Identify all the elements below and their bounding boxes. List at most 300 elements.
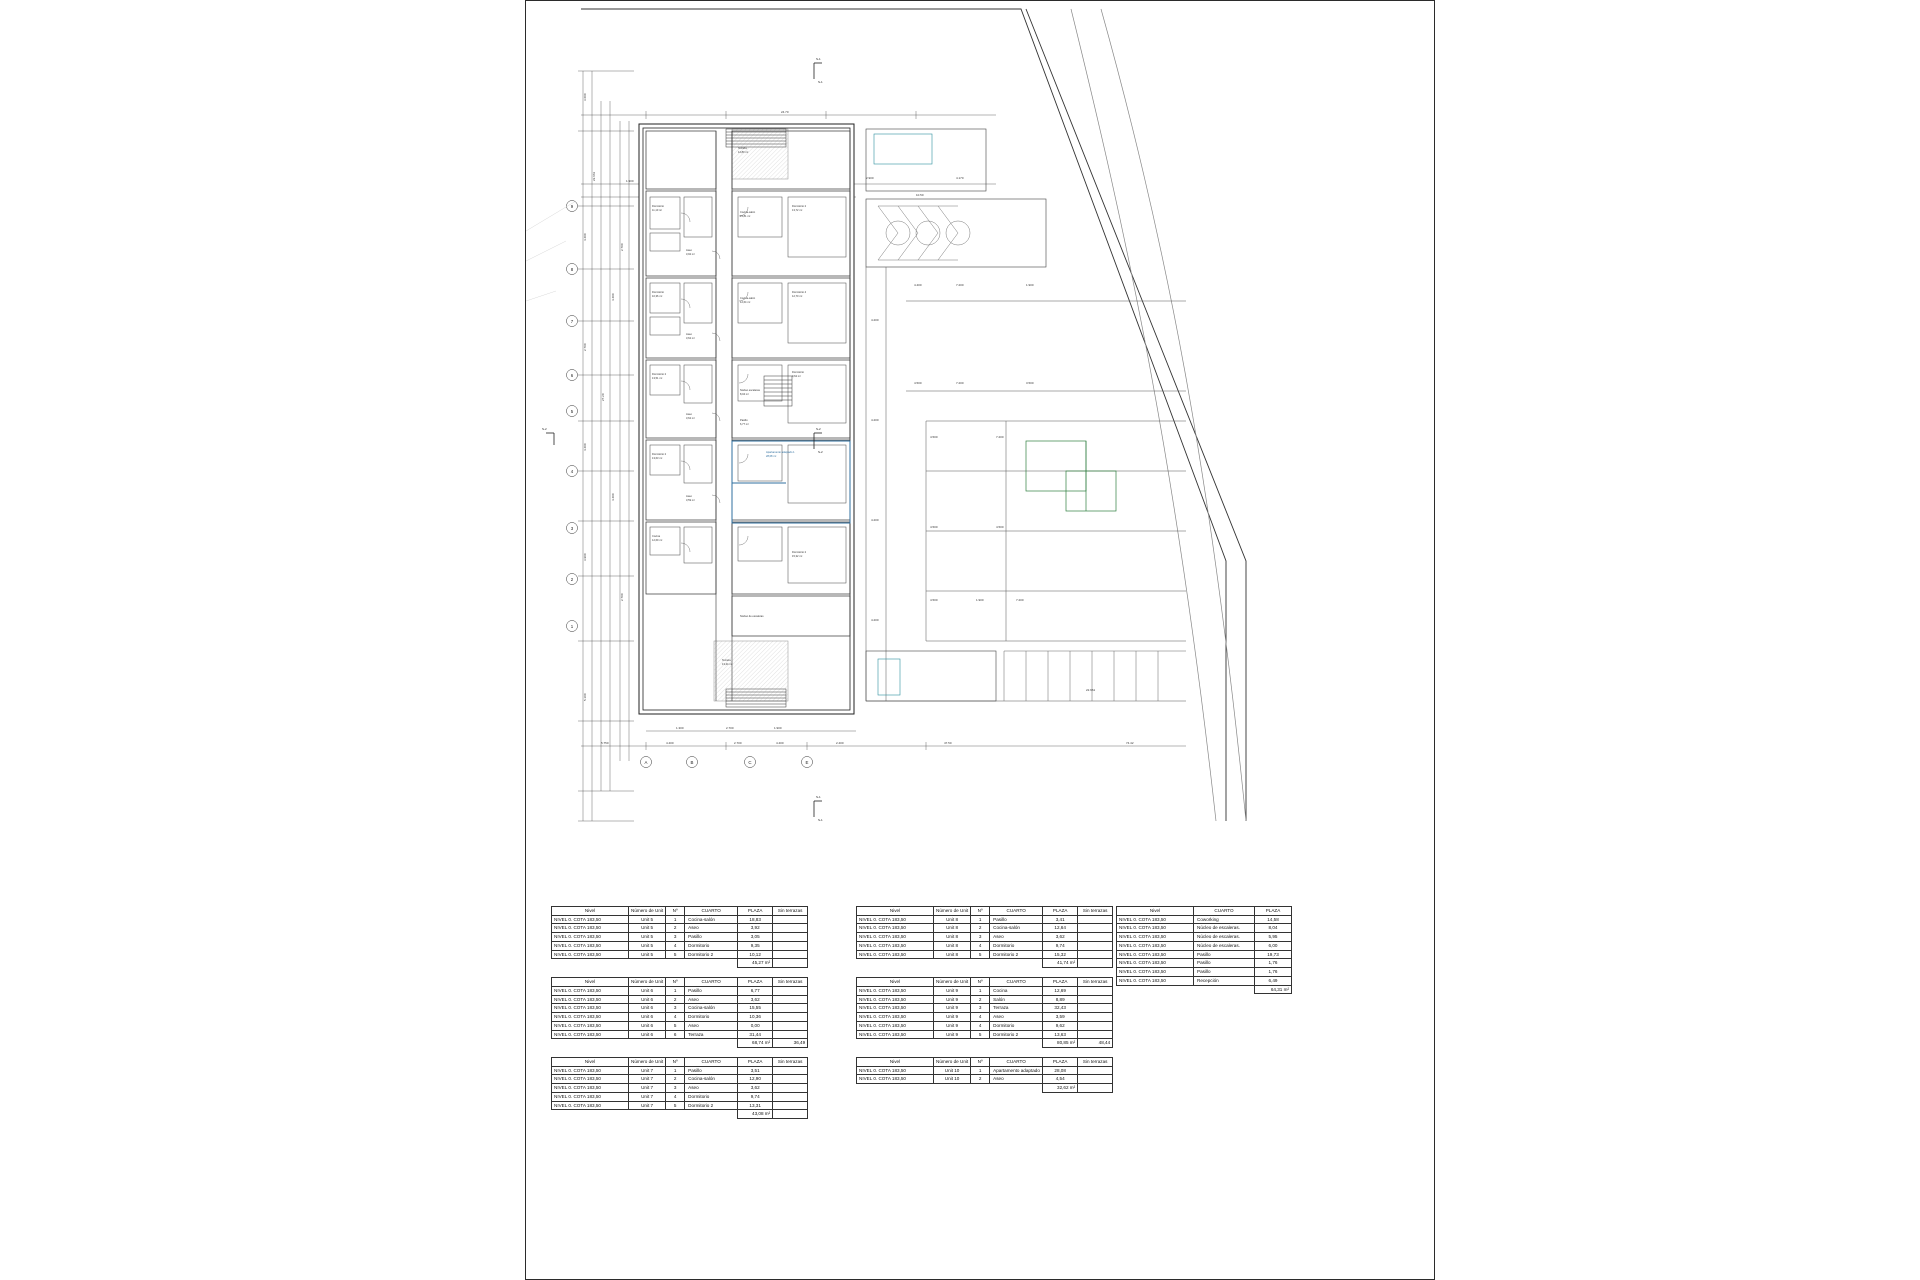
total-sin: 36,49: [773, 1039, 808, 1048]
table-row: [552, 924, 808, 933]
svg-text:4.500: 4.500: [930, 435, 938, 439]
th-nivel: Nivel: [552, 907, 629, 916]
table-row: [1117, 976, 1292, 985]
table-row: [552, 1075, 808, 1084]
svg-text:4.500: 4.500: [930, 598, 938, 602]
svg-text:4.200: 4.200: [871, 418, 879, 422]
total-plaza: 45,27 m²: [738, 959, 773, 968]
cell-nivel: NIVEL 0. COTA 183,50: [1117, 915, 1194, 924]
svg-text:Pasillo: Pasillo: [740, 419, 748, 422]
table-row: [857, 1021, 1113, 1030]
cell-plaza: 3,62: [738, 995, 773, 1004]
table-row: [552, 915, 808, 924]
cell-unit: Unit 6: [629, 1021, 666, 1030]
cell-room: Terraza: [990, 1004, 1043, 1013]
cell-room: Aseo: [990, 1075, 1043, 1084]
svg-text:4.200: 4.200: [871, 518, 879, 522]
cell-sin: [1078, 995, 1113, 1004]
svg-text:Aseo: Aseo: [686, 495, 692, 498]
svg-text:Núcleo escaleras: Núcleo escaleras: [740, 389, 760, 392]
svg-text:22.661: 22.661: [592, 171, 596, 181]
cell-unit: Unit 8: [934, 950, 971, 959]
cell-num: 4: [666, 1092, 685, 1101]
th-unit: Número de Unit: [934, 978, 971, 987]
cell-nivel: NIVEL 0. COTA 183,50: [552, 1021, 629, 1030]
svg-text:12,64 m²: 12,64 m²: [740, 301, 751, 304]
svg-text:3: 3: [570, 526, 574, 531]
cell-num: 3: [971, 1004, 990, 1013]
cell-unit: Unit 8: [934, 941, 971, 950]
th-cuarto: CUARTO: [1194, 907, 1255, 916]
total-sin: [773, 959, 808, 968]
svg-text:Aseo: Aseo: [686, 333, 692, 336]
cell-plaza: 8,89: [1043, 995, 1078, 1004]
cell-num: 1: [666, 915, 685, 924]
svg-text:10.50: 10.50: [916, 193, 924, 197]
th-cuarto: CUARTO: [990, 1058, 1043, 1067]
cell-plaza: 8,04: [1255, 924, 1292, 933]
cell-nivel: NIVEL 0. COTA 183,50: [1117, 950, 1194, 959]
table-column-left: [551, 906, 808, 1119]
table-row: [857, 1013, 1113, 1022]
cell-room: Pasillo: [1194, 968, 1255, 977]
svg-text:1.900: 1.900: [774, 726, 782, 730]
table-total-row: [1117, 985, 1292, 994]
cell-nivel: NIVEL 0. COTA 183,50: [857, 933, 934, 942]
total-sin: [1078, 1084, 1113, 1093]
svg-text:Dormitorio: Dormitorio: [652, 291, 664, 294]
th-cuarto: CUARTO: [685, 978, 738, 987]
svg-text:6: 6: [570, 373, 574, 378]
svg-text:Dormitorio 4: Dormitorio 4: [792, 291, 807, 294]
cell-room: Cocina-salón: [685, 915, 738, 924]
cell-plaza: 3,92: [738, 924, 773, 933]
total-sin: 48,44: [1078, 1039, 1113, 1048]
cell-plaza: 6,00: [1255, 941, 1292, 950]
cell-nivel: NIVEL 0. COTA 183,50: [552, 995, 629, 1004]
cell-num: 5: [971, 1030, 990, 1039]
table-row: [857, 986, 1113, 995]
svg-text:3.600: 3.600: [583, 93, 587, 101]
th-plaza: PLAZA: [1255, 907, 1292, 916]
cell-unit: Unit 7: [629, 1066, 666, 1075]
cell-num: 2: [666, 995, 685, 1004]
table-row: [857, 1075, 1113, 1084]
cell-num: 3: [971, 933, 990, 942]
cell-num: 5: [666, 950, 685, 959]
cell-unit: Unit 5: [629, 941, 666, 950]
table-header-row: [857, 907, 1113, 916]
table-total-row: [857, 1084, 1113, 1093]
table-row: [857, 941, 1113, 950]
cell-nivel: NIVEL 0. COTA 183,50: [552, 915, 629, 924]
svg-text:47.50: 47.50: [944, 741, 952, 745]
svg-text:2.400: 2.400: [836, 741, 844, 745]
svg-text:3,59 m²: 3,59 m²: [686, 499, 695, 502]
svg-text:Dormitorio: Dormitorio: [792, 371, 804, 374]
table-total-row: [857, 959, 1113, 968]
svg-text:15,81 m²: 15,81 m²: [740, 215, 751, 218]
total-plaza: 43,08 m²: [738, 1110, 773, 1119]
cell-room: Dormitorio 2: [685, 950, 738, 959]
total-plaza: 32,62 m²: [1043, 1084, 1078, 1093]
th-sin-terrazas: Sin terrazas: [1078, 978, 1113, 987]
cell-unit: Unit 7: [629, 1075, 666, 1084]
table-unit-5: [551, 906, 808, 968]
table-row: [552, 933, 808, 942]
cell-sin: [773, 1101, 808, 1110]
table-total-row: [552, 1110, 808, 1119]
cell-unit: Unit 6: [629, 1004, 666, 1013]
svg-text:13,72 m²: 13,72 m²: [792, 209, 803, 212]
th-unit: Número de Unit: [629, 978, 666, 987]
cell-num: 5: [666, 1021, 685, 1030]
svg-text:4.400: 4.400: [583, 443, 587, 451]
cell-plaza: 5,95: [1255, 933, 1292, 942]
cell-room: Aseo: [990, 1013, 1043, 1022]
table-row: [552, 1066, 808, 1075]
th-nivel: Nivel: [857, 1058, 934, 1067]
cell-sin: [1078, 950, 1113, 959]
cell-sin: [773, 1092, 808, 1101]
cell-unit: Unit 6: [629, 1030, 666, 1039]
cell-sin: [1078, 933, 1113, 942]
cell-room: Aseo: [685, 1084, 738, 1093]
th-nivel: Nivel: [857, 978, 934, 987]
cell-unit: Unit 6: [629, 986, 666, 995]
svg-text:Cocina-salón: Cocina-salón: [740, 297, 756, 300]
cell-nivel: NIVEL 0. COTA 183,50: [857, 1030, 934, 1039]
cell-nivel: NIVEL 0. COTA 183,50: [857, 1075, 934, 1084]
cell-plaza: 6,77: [738, 986, 773, 995]
cell-unit: Unit 5: [629, 915, 666, 924]
cell-plaza: 31,44: [738, 1030, 773, 1039]
table-header-row: [552, 907, 808, 916]
svg-text:Aseo: Aseo: [686, 249, 692, 252]
table-row: [552, 1021, 808, 1030]
cell-room: Dormitorio 2: [990, 950, 1043, 959]
drawing-sheet: [525, 0, 1435, 1280]
svg-text:Aseo: Aseo: [686, 413, 692, 416]
cell-num: 4: [971, 1021, 990, 1030]
th-plaza: PLAZA: [1043, 1058, 1078, 1067]
table-row: [857, 915, 1113, 924]
th-plaza: PLAZA: [738, 907, 773, 916]
table-row: [552, 1084, 808, 1093]
table-row: [552, 941, 808, 950]
cell-unit: Unit 10: [934, 1075, 971, 1084]
svg-text:4.500: 4.500: [996, 525, 1004, 529]
cell-unit: Unit 9: [934, 995, 971, 1004]
svg-text:27.20: 27.20: [601, 393, 605, 401]
table-row: [552, 986, 808, 995]
table-row: [857, 1030, 1113, 1039]
cell-plaza: 3,59: [1043, 1013, 1078, 1022]
cell-nivel: NIVEL 0. COTA 183,50: [1117, 959, 1194, 968]
svg-text:7.200: 7.200: [956, 381, 964, 385]
svg-text:Dormitorio 2: Dormitorio 2: [652, 453, 667, 456]
table-row: [552, 1013, 808, 1022]
svg-text:Cocina-salón: Cocina-salón: [740, 211, 756, 214]
total-sin: [773, 1110, 808, 1119]
svg-text:Cocina: Cocina: [652, 535, 661, 538]
svg-text:A: A: [644, 760, 648, 765]
cell-unit: Unit 8: [934, 933, 971, 942]
cell-num: 1: [666, 986, 685, 995]
cell-plaza: 10,36: [738, 1013, 773, 1022]
cell-plaza: 13,31: [738, 1101, 773, 1110]
table-total-row: [857, 1039, 1113, 1048]
table-row: [1117, 915, 1292, 924]
table-row: [857, 950, 1113, 959]
svg-text:Dormitorio 2: Dormitorio 2: [792, 551, 807, 554]
cell-num: 2: [666, 1075, 685, 1084]
table-row: [857, 924, 1113, 933]
cell-nivel: NIVEL 0. COTA 183,50: [857, 986, 934, 995]
cell-room: Pasillo: [990, 915, 1043, 924]
th-sin-terrazas: Sin terrazas: [1078, 1058, 1113, 1067]
cell-nivel: NIVEL 0. COTA 183,50: [1117, 976, 1194, 985]
table-total-row: [552, 959, 808, 968]
cell-plaza: 19,73: [1255, 950, 1292, 959]
cell-sin: [1078, 1013, 1113, 1022]
svg-text:4.400: 4.400: [666, 741, 674, 745]
svg-text:15,32 m²: 15,32 m²: [792, 555, 803, 558]
svg-text:4.400: 4.400: [914, 283, 922, 287]
svg-text:S-1: S-1: [818, 80, 823, 84]
svg-text:2.700: 2.700: [620, 593, 624, 601]
cell-nivel: NIVEL 0. COTA 183,50: [552, 986, 629, 995]
table-unit-8: [856, 906, 1113, 968]
svg-text:4.500: 4.500: [930, 525, 938, 529]
svg-text:4: 4: [570, 469, 574, 474]
svg-text:C: C: [748, 760, 752, 765]
cell-room: Dormitorio 2: [990, 1030, 1043, 1039]
table-column-right: [1116, 906, 1292, 994]
cell-plaza: 9,74: [738, 1092, 773, 1101]
cell-unit: Unit 7: [629, 1092, 666, 1101]
table-row: [857, 995, 1113, 1004]
svg-text:1.300: 1.300: [676, 726, 684, 730]
svg-text:9: 9: [570, 204, 574, 209]
cell-plaza: 9,74: [1043, 941, 1078, 950]
cell-num: 5: [971, 950, 990, 959]
cell-plaza: 14,58: [1255, 915, 1292, 924]
cell-nivel: NIVEL 0. COTA 183,50: [552, 1030, 629, 1039]
cell-num: 4: [666, 1013, 685, 1022]
svg-text:3,92 m²: 3,92 m²: [686, 253, 695, 256]
svg-text:Terraza: Terraza: [738, 147, 747, 150]
svg-text:B: B: [690, 760, 694, 765]
svg-text:Dormitorio: Dormitorio: [652, 205, 664, 208]
table-row: [552, 1030, 808, 1039]
cell-room: Pasillo: [685, 986, 738, 995]
cell-num: 2: [971, 924, 990, 933]
svg-text:4.200: 4.200: [871, 318, 879, 322]
cell-sin: [1078, 1066, 1113, 1075]
svg-text:3.500: 3.500: [1026, 381, 1034, 385]
cell-num: 2: [971, 1075, 990, 1084]
cell-plaza: 3,51: [738, 1066, 773, 1075]
svg-text:1.900: 1.900: [626, 179, 634, 183]
cell-unit: Unit 9: [934, 1004, 971, 1013]
th-cuarto: CUARTO: [990, 978, 1043, 987]
svg-text:Terraza: Terraza: [722, 659, 731, 662]
th-sin-terrazas: Sin terrazas: [773, 1058, 808, 1067]
cell-plaza: 3,62: [1043, 933, 1078, 942]
th-nivel: Nivel: [1117, 907, 1194, 916]
cell-sin: [773, 1013, 808, 1022]
cell-plaza: 0,00: [738, 1021, 773, 1030]
cell-sin: [773, 986, 808, 995]
th-unit: Número de Unit: [934, 907, 971, 916]
svg-text:3,62 m²: 3,62 m²: [686, 417, 695, 420]
total-plaza: 68,74 m²: [738, 1039, 773, 1048]
cell-num: 3: [666, 1004, 685, 1013]
svg-text:8: 8: [570, 267, 574, 272]
th-sin-terrazas: Sin terrazas: [773, 978, 808, 987]
cell-room: Núcleo de escaleras.: [1194, 941, 1255, 950]
svg-text:74.42: 74.42: [1126, 741, 1134, 745]
svg-text:12,69 m²: 12,69 m²: [652, 539, 663, 542]
th-cuarto: CUARTO: [685, 1058, 738, 1067]
th-plaza: PLAZA: [1043, 907, 1078, 916]
cell-sin: [1078, 924, 1113, 933]
cell-unit: Unit 7: [629, 1101, 666, 1110]
cell-plaza: 1,76: [1255, 959, 1292, 968]
cell-room: Coworking: [1194, 915, 1255, 924]
cell-nivel: NIVEL 0. COTA 183,50: [1117, 924, 1194, 933]
svg-text:12,80 m²: 12,80 m²: [738, 151, 749, 154]
th-nivel: Nivel: [552, 978, 629, 987]
cell-plaza: 3,41: [1043, 915, 1078, 924]
svg-text:S-2: S-2: [816, 427, 821, 431]
cell-nivel: NIVEL 0. COTA 183,50: [857, 1066, 934, 1075]
cell-nivel: NIVEL 0. COTA 183,50: [857, 1004, 934, 1013]
th-plaza: PLAZA: [738, 1058, 773, 1067]
total-plaza: 64,31 m²: [1255, 985, 1292, 994]
svg-text:1.900: 1.900: [1026, 283, 1034, 287]
svg-text:2: 2: [570, 577, 574, 582]
cell-num: 1: [971, 915, 990, 924]
cell-room: Núcleo de escaleras.: [1194, 924, 1255, 933]
total-sin: [1078, 959, 1113, 968]
table-unit-10: [856, 1057, 1113, 1093]
cell-nivel: NIVEL 0. COTA 183,50: [857, 995, 934, 1004]
table-unit-7: [551, 1057, 808, 1119]
cell-unit: Unit 5: [629, 933, 666, 942]
table-column-middle: [856, 906, 1113, 1093]
cell-room: Salón: [990, 995, 1043, 1004]
cell-sin: [773, 995, 808, 1004]
svg-text:S-2: S-2: [542, 427, 547, 431]
th-unit: Número de Unit: [629, 907, 666, 916]
cell-plaza: 9,35: [738, 941, 773, 950]
cell-num: 1: [971, 1066, 990, 1075]
cell-room: Cocina: [990, 986, 1043, 995]
cell-nivel: NIVEL 0. COTA 183,50: [857, 1013, 934, 1022]
svg-text:2.700: 2.700: [583, 343, 587, 351]
svg-text:7.200: 7.200: [956, 283, 964, 287]
cell-plaza: 12,90: [738, 1075, 773, 1084]
table-row: [552, 995, 808, 1004]
svg-text:8,04 m²: 8,04 m²: [740, 393, 749, 396]
cell-sin: [773, 1030, 808, 1039]
cell-unit: Unit 9: [934, 986, 971, 995]
th-plaza: PLAZA: [738, 978, 773, 987]
cell-room: Apartamento adaptado: [990, 1066, 1043, 1075]
svg-text:2.700: 2.700: [726, 726, 734, 730]
cell-sin: [773, 1004, 808, 1013]
svg-text:13,44 m²: 13,44 m²: [722, 663, 733, 666]
svg-text:2.900: 2.900: [866, 176, 874, 180]
cell-nivel: NIVEL 0. COTA 183,50: [857, 1021, 934, 1030]
table-unit-6: [551, 977, 808, 1048]
total-plaza: 41,74 m²: [1043, 959, 1078, 968]
cell-nivel: NIVEL 0. COTA 183,50: [552, 1066, 629, 1075]
svg-text:24.70: 24.70: [781, 110, 789, 114]
cell-num: 3: [666, 933, 685, 942]
table-header-row: [857, 978, 1113, 987]
table-header-row: [1117, 907, 1292, 916]
svg-text:5.750: 5.750: [601, 741, 609, 745]
cell-unit: Unit 10: [934, 1066, 971, 1075]
cell-room: Pasillo: [1194, 950, 1255, 959]
table-row: [552, 1004, 808, 1013]
cell-num: 3: [666, 1084, 685, 1093]
cell-room: Terraza: [685, 1030, 738, 1039]
cell-plaza: 4,54: [1043, 1075, 1078, 1084]
cell-num: 1: [666, 1066, 685, 1075]
svg-text:2.700: 2.700: [620, 243, 624, 251]
cell-nivel: NIVEL 0. COTA 183,50: [1117, 933, 1194, 942]
total-plaza: 80,85 m²: [1043, 1039, 1078, 1048]
th-num: Nº: [971, 907, 990, 916]
svg-text:5: 5: [570, 409, 574, 414]
th-nivel: Nivel: [857, 907, 934, 916]
cell-room: Dormitorio: [685, 941, 738, 950]
cell-num: 1: [971, 986, 990, 995]
th-unit: Número de Unit: [934, 1058, 971, 1067]
th-plaza: PLAZA: [1043, 978, 1078, 987]
cell-nivel: NIVEL 0. COTA 183,50: [1117, 941, 1194, 950]
cell-nivel: NIVEL 0. COTA 183,50: [857, 915, 934, 924]
svg-text:11,10 m²: 11,10 m²: [652, 209, 663, 212]
svg-text:Dormitorio 2: Dormitorio 2: [792, 205, 807, 208]
cell-sin: [773, 941, 808, 950]
cell-room: Cocina-salón: [685, 1004, 738, 1013]
th-sin-terrazas: Sin terrazas: [1078, 907, 1113, 916]
cell-room: Cocina-salón: [990, 924, 1043, 933]
svg-text:22.661: 22.661: [1086, 688, 1096, 692]
floor-plan: [526, 1, 1436, 891]
svg-text:Dormitorio 2: Dormitorio 2: [652, 373, 667, 376]
th-cuarto: CUARTO: [685, 907, 738, 916]
table-row: [1117, 933, 1292, 942]
svg-text:6,77 m²: 6,77 m²: [740, 423, 749, 426]
svg-text:4.400: 4.400: [776, 741, 784, 745]
cell-sin: [1078, 1004, 1113, 1013]
svg-text:4.400: 4.400: [583, 233, 587, 241]
svg-text:28,08 m²: 28,08 m²: [766, 455, 777, 458]
svg-text:5.100: 5.100: [583, 693, 587, 701]
cell-room: Dormitorio 2: [685, 1101, 738, 1110]
cell-unit: Unit 8: [934, 924, 971, 933]
cell-sin: [1078, 986, 1113, 995]
table-row: [1117, 950, 1292, 959]
cell-plaza: 18,83: [738, 915, 773, 924]
table-row: [552, 1092, 808, 1101]
